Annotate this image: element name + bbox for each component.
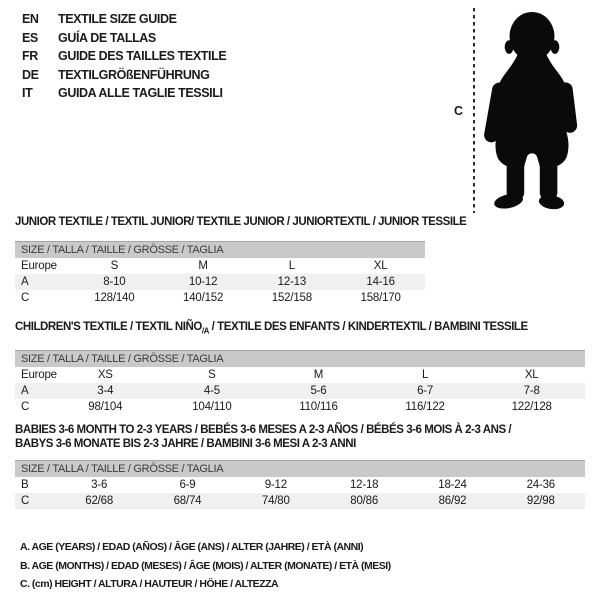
- table-row-c: [15, 493, 585, 509]
- cell-value: 7-8: [523, 385, 540, 398]
- cell-value: 80/86: [350, 495, 379, 507]
- size-header-bar: SIZE / TALLA / TAILLE / GRÖSSE / TAGLIA: [15, 460, 585, 477]
- table-title-text: CHILDREN'S TEXTILE / TEXTIL NIÑO: [15, 321, 202, 333]
- cell-value: 128/140: [94, 292, 135, 304]
- footnote-legend: [20, 538, 391, 594]
- cell-value: 74/80: [261, 495, 290, 507]
- language-title: GUIDA ALLE TAGLIE TESSILI: [58, 86, 223, 100]
- cell-value: 68/74: [173, 495, 202, 507]
- cell-value: L: [288, 260, 295, 272]
- table-row-europe: [15, 258, 425, 274]
- language-code: ES: [22, 30, 38, 45]
- table-title-line: [15, 437, 585, 451]
- cell-value: 62/68: [85, 495, 114, 507]
- language-list: [22, 10, 226, 103]
- cell-value: 8-10: [103, 276, 126, 288]
- size-header-bar: SIZE / TALLA / TAILLE / GRÖSSE / TAGLIA: [15, 241, 425, 258]
- cell-value: 24-36: [526, 479, 556, 491]
- cell-value: 92/98: [526, 495, 555, 507]
- row-label: C: [21, 401, 30, 414]
- cell-value: 3-4: [97, 385, 114, 398]
- cell-value: S: [110, 260, 119, 272]
- language-title: GUÍA DE TALLAS: [58, 30, 156, 45]
- cell-value: 110/116: [299, 401, 338, 414]
- cell-value: S: [208, 369, 216, 382]
- table-title-text: BABYS 3-6 MONATE BIS 2-3 JAHRE / BAMBINI 3-6 MESI A 2-3 ANNI: [15, 438, 356, 450]
- table-row-europe: [15, 367, 585, 383]
- table-title-line: [15, 215, 467, 229]
- cell-value: 116/122: [405, 401, 445, 414]
- cell-value: 9-12: [264, 479, 287, 491]
- cell-value: 4-5: [203, 385, 220, 398]
- baby-silhouette-icon: [483, 10, 581, 215]
- table-row-a: [15, 274, 425, 290]
- row-label: C: [21, 292, 30, 304]
- height-figure: [452, 8, 592, 214]
- children-textile-table: [15, 320, 585, 415]
- language-code: IT: [22, 86, 33, 100]
- table-title: [15, 215, 467, 229]
- language-row: [22, 10, 226, 29]
- language-code: EN: [22, 12, 39, 26]
- cell-value: 5-6: [310, 385, 327, 398]
- table-title: [15, 320, 585, 338]
- cell-value: XS: [97, 369, 113, 382]
- cell-value: XL: [524, 369, 539, 382]
- cell-value: 10-12: [188, 276, 218, 288]
- cell-value: 158/170: [360, 292, 401, 304]
- language-code: DE: [22, 67, 39, 82]
- cell-value: 12-13: [277, 276, 307, 288]
- table-title-text: JUNIOR TEXTILE / TEXTIL JUNIOR/ TEXTILE JUNIOR / JUNIORTEXTIL / JUNIOR TESSILE: [15, 216, 467, 228]
- row-label: A: [21, 385, 29, 398]
- cell-value: 98/104: [88, 401, 123, 414]
- cell-value: 14-16: [366, 276, 395, 288]
- babies-textile-table: [15, 423, 585, 509]
- footnote-line: B. AGE (MONTHS) / EDAD (MESES) / ÂGE (MOIS) / ALTER (MONATE) / ETÀ (MESI): [20, 559, 391, 572]
- junior-textile-table: [15, 215, 467, 306]
- cell-value: 122/128: [511, 401, 552, 414]
- language-row: [22, 47, 226, 66]
- language-title: GUIDE DES TAILLES TEXTILE: [58, 49, 227, 63]
- height-measure-label: C: [454, 104, 464, 118]
- table-title-line: [15, 320, 585, 338]
- cell-value: M: [198, 260, 208, 272]
- table-title: [15, 423, 585, 451]
- language-title: TEXTILGRÖßENFÜHRUNG: [58, 67, 210, 82]
- cell-value: 104/110: [192, 401, 232, 414]
- cell-value: XL: [373, 260, 388, 272]
- cell-value: 3-6: [91, 479, 108, 491]
- row-label: C: [21, 495, 30, 507]
- footnote-line: C. (cm) HEIGHT / ALTURA / HAUTEUR / HÖHE / ALTEZZA: [20, 578, 279, 590]
- language-row: [22, 84, 226, 103]
- cell-value: 6-7: [417, 385, 434, 398]
- cell-value: 140/152: [183, 292, 224, 304]
- cell-value: L: [421, 369, 429, 382]
- footnote-line: A. AGE (YEARS) / EDAD (AÑOS) / ÂGE (ANS) / ALTER (JAHRE) / ETÀ (ANNI): [20, 541, 364, 553]
- table-title-text: /A: [201, 326, 209, 336]
- language-title: TEXTILE SIZE GUIDE: [58, 12, 177, 26]
- table-title-line: [15, 423, 585, 437]
- language-row: [22, 66, 226, 85]
- language-row: [22, 29, 226, 48]
- table-row-c: [15, 290, 425, 306]
- height-dashed-line: [472, 8, 476, 218]
- table-row-a: [15, 383, 585, 399]
- row-label: A: [21, 276, 29, 288]
- cell-value: 6-9: [179, 479, 196, 491]
- row-label: B: [21, 479, 29, 491]
- size-header-bar: SIZE / TALLA / TAILLE / GRÖSSE / TAGLIA: [15, 350, 585, 367]
- cell-value: M: [313, 369, 324, 382]
- row-label: Europe: [21, 260, 57, 272]
- table-title-text: BABIES 3-6 MONTH TO 2-3 YEARS / BEBÉS 3-6 MESES A 2-3 AÑOS / BÉBÉS 3-6 MOIS À 2-3 ANS /: [15, 424, 512, 436]
- cell-value: 86/92: [438, 495, 467, 507]
- language-code: FR: [22, 49, 38, 63]
- cell-value: 12-18: [349, 479, 379, 491]
- table-row-c: [15, 399, 585, 415]
- row-label: Europe: [21, 369, 57, 382]
- cell-value: 152/158: [271, 292, 312, 304]
- cell-value: 18-24: [438, 479, 467, 491]
- table-title-text: / TEXTILE DES ENFANTS / KINDERTEXTIL / BAMBINI TESSILE: [208, 321, 528, 333]
- table-row-b: [15, 477, 585, 493]
